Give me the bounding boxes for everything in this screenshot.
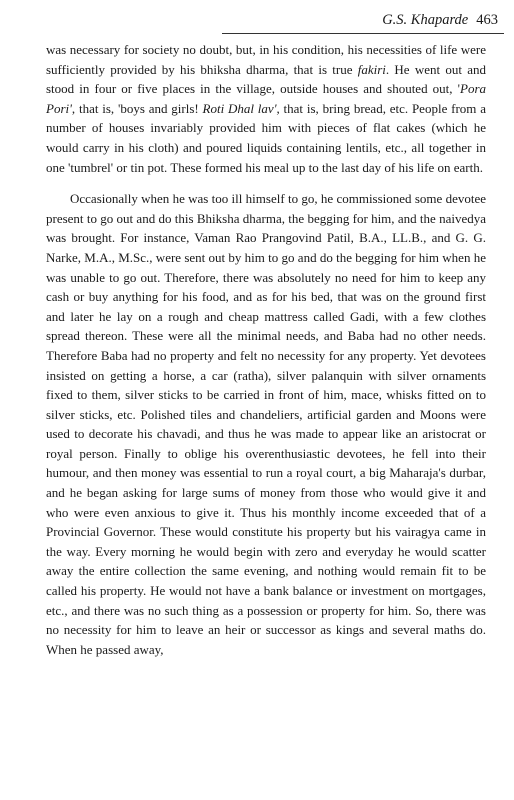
italic-run: fakiri: [357, 61, 386, 77]
text-run: Occasionally when he was too ill himself to go, he commissioned some devotee present to go out and do this Bhiksha dharma, the begging for him, and the naivedya was brought. For instance, Vaman Rao Prangovind Patil, B.A., LL.B., and G. G. Narke, M.A., M.Sc., were sent out by him to go and do the begging for him when he was unable to go out. Therefore, there was absolutely no need for him to keep any cash or buy anything for his food, and as for his bed, that was on the ground first and later he lay on a rough and cheap mattress called Gadi, with a few clothes spread thereon. These were all the minimal needs, and Baba had no other needs. Therefore Baba had no property and felt no necessity for any property. Yet devotees insisted on getting a horse, a car (ratha), silver palanquin with silver ornaments fixed to them, silver sticks to be carried in front of him, mace, whisks fitted on to silver sticks, etc. Polished tiles and chandeliers, artificial garden and Moons were used to decorate his chavadi, and thus he was made to appear like an aristocrat or royal person. Finally to oblige his overenthusiastic devotees, he fell into their humour, and then money was essential to run a royal court, a big Maharaja's durbar, and he began asking for large sums of money from those who would give it and who were even anxious to give it. Thus his monthly income exceeded that of a Provincial Governor. These would constitute his property but his vairagya came in the way. Every morning he would begin with zero and everyday he would scatter away the entire collection the same evening, and nothing would remain fit to be called his property. He would not have a bank balance or investment on mortgages, etc., and there was no such thing as a possession or property for him. So, there was no necessity for him to leave an heir or successor as kings and several maths do. When he passed away,: [46, 191, 486, 657]
text-run: . He went out and stood in four or five places in the village, outside houses and shouted out, ': [46, 61, 487, 97]
body-text: [46, 40, 486, 659]
running-head: [382, 12, 498, 29]
paragraph-1: [46, 40, 486, 177]
text-run: that is, bring bread, etc. People from a number of houses invariably provided him with pieces of flat cakes (which he would carry in his cloth) and poured liquids containing lentils, etc., all together in one 'tumbrel' or tin pot. These formed his meal up to the last day of his life on earth.: [46, 100, 486, 175]
paragraph-2: [46, 189, 486, 659]
running-head-author: G.S. Khaparde: [382, 12, 469, 28]
text-run: was necessary for society no doubt, but, in his condition, his necessities of life were sufficiently provided by his bhiksha dharma, that is true: [46, 42, 486, 77]
italic-run: Pora Pori': [46, 81, 486, 116]
text-run: , that is, 'boys and girls!: [71, 100, 203, 116]
page-number: 463: [476, 12, 498, 28]
header-rule: [222, 33, 504, 34]
italic-run: Roti Dhal lav',: [202, 100, 280, 116]
